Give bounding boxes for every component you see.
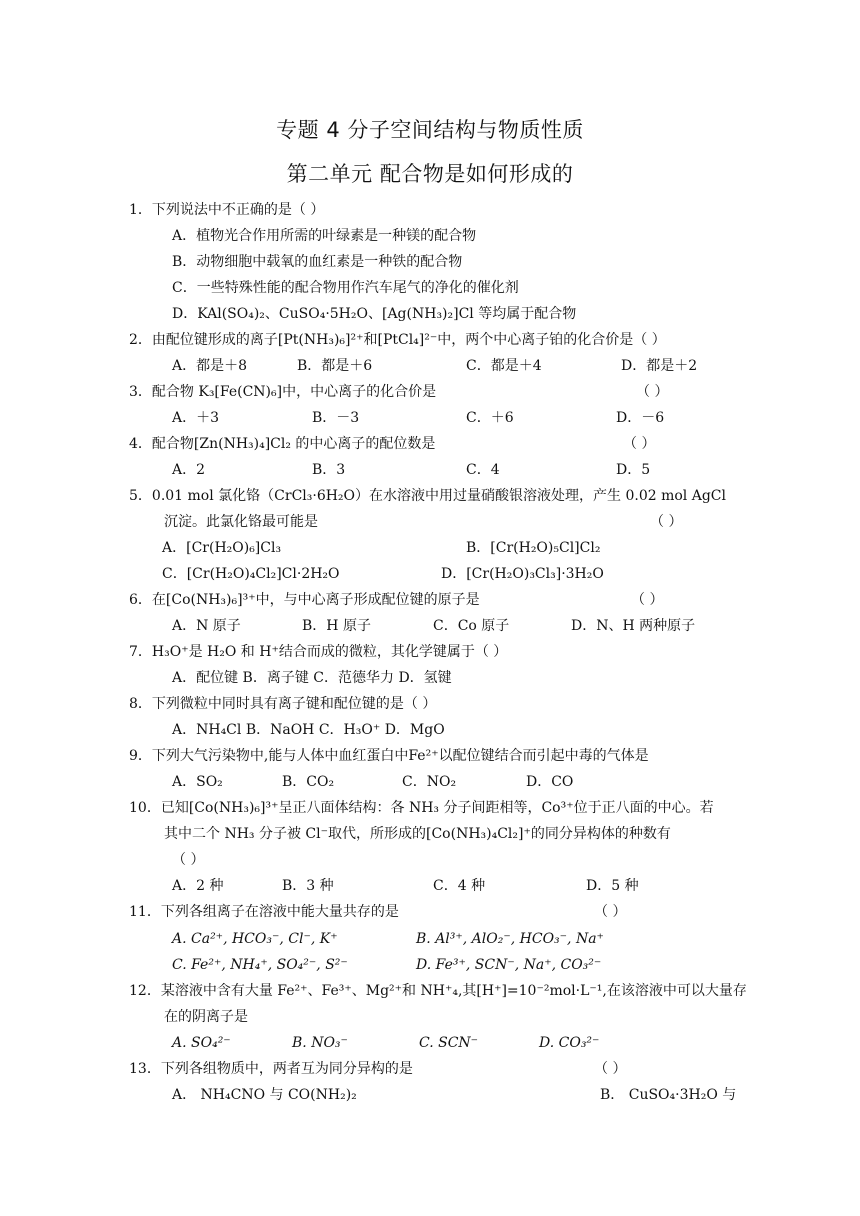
question-11-stem: 11．下列各组离子在溶液中能大量共存的是 — [129, 904, 399, 920]
question-8-options: A．NH₄Cl B．NaOH C．H₃O⁺ D．MgO — [172, 722, 445, 738]
question-9-stem: 9．下列大气污染物中,能与人体中血红蛋白中Fe²⁺以配位键结合而引起中毒的气体是 — [129, 748, 649, 764]
question-5-answer-paren: （ ） — [650, 514, 683, 530]
question-6-option-a: A．N 原子 — [172, 618, 241, 634]
question-9-option-b: B．CO₂ — [282, 774, 335, 790]
question-4-answer-paren: （ ） — [623, 436, 656, 452]
question-5-option-c: C．[Cr(H₂O)₄Cl₂]Cl·2H₂O — [162, 566, 340, 582]
question-5-option-d: D．[Cr(H₂O)₃Cl₃]·3H₂O — [441, 566, 604, 582]
question-3-option-d: D．－6 — [616, 410, 665, 426]
question-10-option-a: A．2 种 — [172, 878, 224, 894]
question-3-answer-paren: （ ） — [636, 384, 669, 400]
question-6-answer-paren: （ ） — [631, 592, 664, 608]
question-5-stem: 5．0.01 mol 氯化铬（CrCl₃·6H₂O）在水溶液中用过量硝酸银溶液处理，产生 0.02 mol AgCl — [129, 488, 726, 504]
question-10-option-b: B．3 种 — [282, 878, 334, 894]
question-10-stem: 10．已知[Co(NH₃)₆]³⁺呈正八面体结构：各 NH₃ 分子间距相等，Co³⁺位于正八面的中心。若 — [129, 800, 714, 816]
question-13-option-b: B． CuSO₄·3H₂O 与 — [600, 1087, 737, 1103]
question-11-option-b: B. Al³⁺, AlO₂⁻, HCO₃⁻, Na⁺ — [416, 931, 604, 947]
question-8-stem: 8．下列微粒中同时具有离子键和配位键的是（ ） — [129, 696, 437, 712]
page-title: 专题 4 分子空间结构与物质性质 — [276, 118, 584, 142]
question-1-stem: 1．下列说法中不正确的是（ ） — [129, 202, 325, 218]
question-12-stem-continued: 在的阴离子是 — [164, 1009, 248, 1025]
question-2-option-d: D．都是＋2 — [621, 358, 698, 374]
question-1-option-c: C．一些特殊性能的配合物用作汽车尾气的净化的催化剂 — [172, 280, 519, 296]
question-3-option-a: A．＋3 — [172, 410, 220, 426]
question-6-option-b: B．H 原子 — [302, 618, 371, 634]
question-11-option-c: C. Fe²⁺, NH₄⁺, SO₄²⁻, S²⁻ — [172, 957, 348, 973]
question-4-option-d: D．5 — [616, 462, 651, 478]
question-13-option-a: A． NH₄CNO 与 CO(NH₂)₂ — [172, 1087, 357, 1103]
question-2-option-b: B．都是＋6 — [297, 358, 373, 374]
question-2-option-a: A．都是＋8 — [172, 358, 248, 374]
question-4-option-c: C．4 — [466, 462, 500, 478]
question-3-stem: 3．配合物 K₃[Fe(CN)₆]中，中心离子的化合价是 — [129, 384, 437, 400]
question-3-option-b: B．－3 — [312, 410, 360, 426]
question-5-option-b: B．[Cr(H₂O)₅Cl]Cl₂ — [466, 540, 601, 556]
question-2-stem: 2．由配位键形成的离子[Pt(NH₃)₆]²⁺和[PtCl₄]²⁻中，两个中心离子铂的化合价是（ ） — [129, 332, 666, 348]
question-13-stem: 13．下列各组物质中，两者互为同分异构的是 — [129, 1061, 413, 1077]
question-7-options: A．配位键 B．离子键 C．范德华力 D．氢键 — [172, 670, 452, 686]
question-9-option-d: D．CO — [526, 774, 574, 790]
question-6-stem: 6．在[Co(NH₃)₆]³⁺中，与中心离子形成配位键的原子是 — [129, 592, 480, 608]
question-11-option-d: D. Fe³⁺, SCN⁻, Na⁺, CO₃²⁻ — [416, 957, 602, 973]
section-title: 第二单元 配合物是如何形成的 — [286, 162, 574, 186]
question-9-option-c: C．NO₂ — [402, 774, 457, 790]
question-6-option-c: C．Co 原子 — [433, 618, 510, 634]
question-1-option-b: B．动物细胞中载氧的血红素是一种铁的配合物 — [172, 254, 463, 270]
question-9-option-a: A．SO₂ — [172, 774, 223, 790]
question-10-option-c: C．4 种 — [433, 878, 486, 894]
question-5-option-a: A．[Cr(H₂O)₆]Cl₃ — [162, 540, 282, 556]
question-5-stem-continued: 沉淀。此氯化铬最可能是 — [164, 514, 318, 530]
question-6-option-d: D．N、H 两种原子 — [571, 618, 696, 634]
question-4-option-b: B．3 — [312, 462, 346, 478]
question-13-answer-paren: （ ） — [594, 1061, 627, 1077]
question-11-option-a: A. Ca²⁺, HCO₃⁻, Cl⁻, K⁺ — [172, 931, 338, 947]
question-12-option-b: B. NO₃⁻ — [292, 1035, 348, 1051]
question-2-option-c: C．都是＋4 — [466, 358, 542, 374]
question-1-option-d: D．KAl(SO₄)₂、CuSO₄·5H₂O、[Ag(NH₃)₂]Cl 等均属于配合物 — [172, 306, 577, 322]
question-1-option-a: A．植物光合作用所需的叶绿素是一种镁的配合物 — [172, 228, 477, 244]
question-10-option-d: D．5 种 — [586, 878, 639, 894]
question-12-stem: 12．某溶液中含有大量 Fe²⁺、Fe³⁺、Mg²⁺和 NH⁺₄,其[H⁺]=10⁻²mol·L⁻¹,在该溶液中可以大量存 — [129, 983, 747, 999]
question-3-option-c: C．＋6 — [466, 410, 514, 426]
question-4-option-a: A．2 — [172, 462, 206, 478]
question-10-stem-continued: 其中二个 NH₃ 分子被 Cl⁻取代，所形成的[Co(NH₃)₄Cl₂]⁺的同分异构体的种数有 — [164, 826, 671, 842]
question-4-stem: 4．配合物[Zn(NH₃)₄]Cl₂ 的中心离子的配位数是 — [129, 436, 436, 452]
question-11-answer-paren: （ ） — [594, 904, 627, 920]
question-7-stem: 7．H₃O⁺是 H₂O 和 H⁺结合而成的微粒，其化学键属于（ ） — [129, 644, 508, 660]
question-12-option-a: A. SO₄²⁻ — [172, 1035, 231, 1051]
question-12-option-c: C. SCN⁻ — [419, 1035, 479, 1051]
question-12-option-d: D. CO₃²⁻ — [539, 1035, 600, 1051]
question-10-answer-paren: （ ） — [172, 852, 205, 868]
